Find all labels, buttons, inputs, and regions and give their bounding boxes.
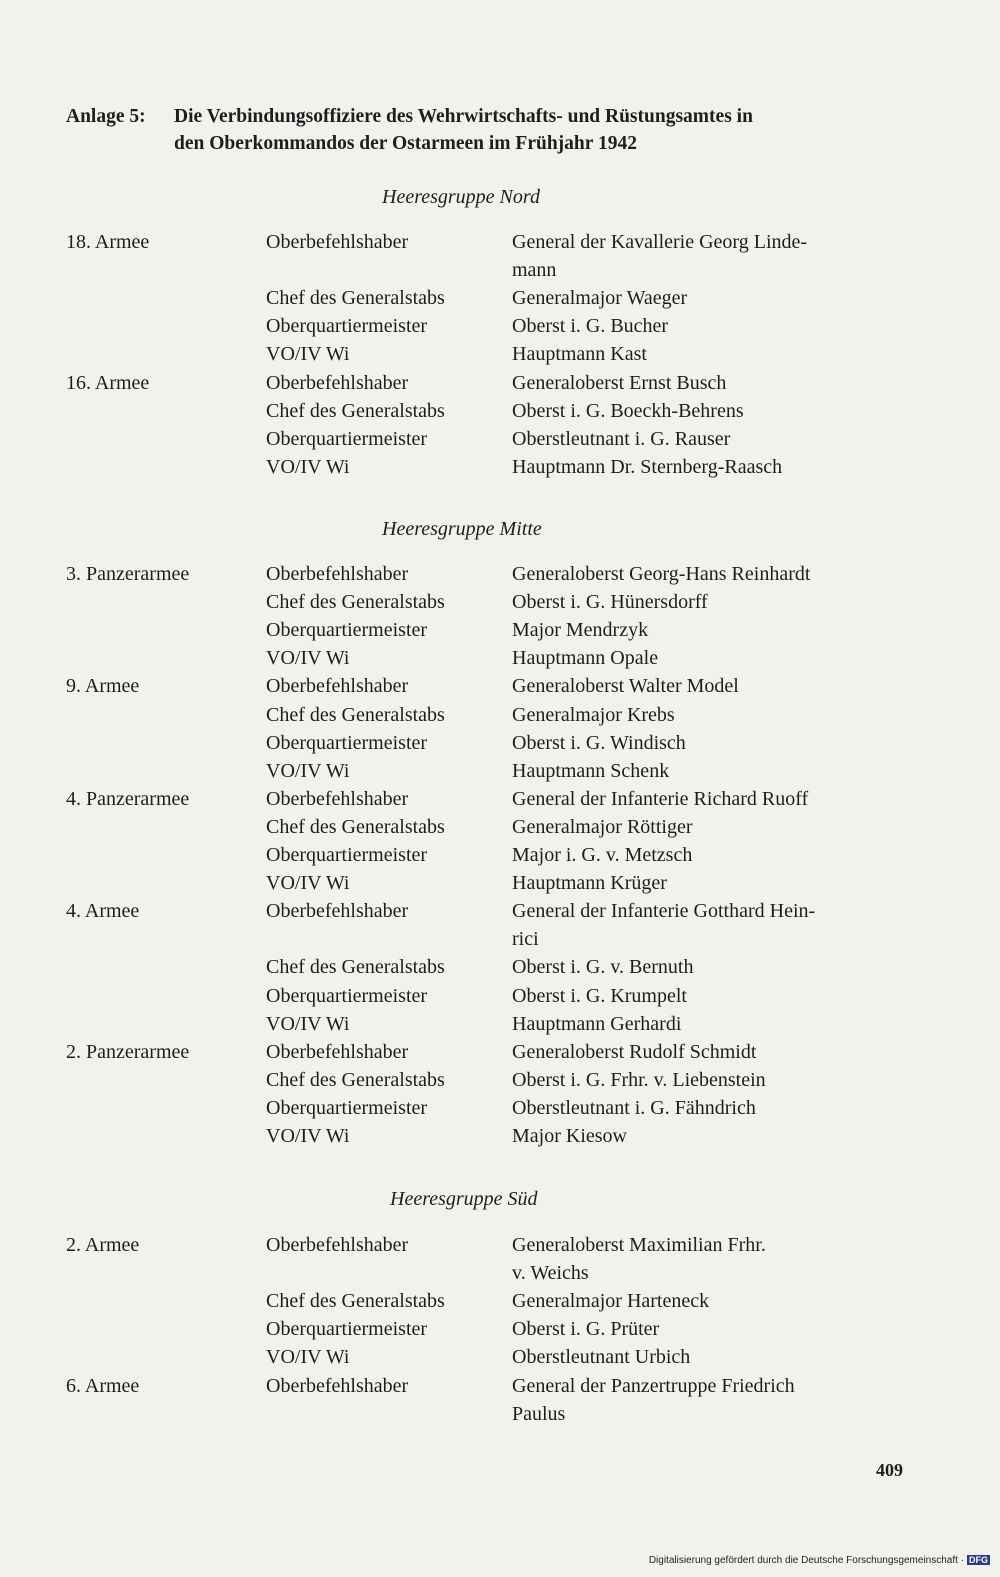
group-heading: Heeresgruppe Nord xyxy=(382,186,540,208)
officer-cell: Hauptmann Krüger xyxy=(512,872,667,895)
position-cell: Oberbefehlshaber xyxy=(266,1374,409,1397)
officer-cell: Oberstleutnant i. G. Rauser xyxy=(512,427,731,450)
army-cell: 6. Armee xyxy=(66,1374,140,1397)
table-row xyxy=(0,312,1000,340)
officer-cell: Oberst i. G. v. Bernuth xyxy=(512,956,694,979)
officer-cell: General der Kavallerie Georg Linde- xyxy=(512,231,808,253)
position-cell: Oberbefehlshaber xyxy=(266,1040,409,1063)
dfg-logo: DFG xyxy=(969,1555,988,1565)
table-row xyxy=(0,1038,1000,1066)
table-row xyxy=(0,729,1000,757)
table-row xyxy=(0,1010,1000,1038)
table-row xyxy=(0,1066,1000,1094)
officer-cell: Generalmajor Röttiger xyxy=(512,815,693,838)
officer-cell: Oberst i. G. Frhr. v. Liebenstein xyxy=(512,1068,766,1091)
position-cell: VO/IV Wi xyxy=(266,647,350,670)
position-cell: VO/IV Wi xyxy=(266,872,350,895)
position-cell: Chef des Generalstabs xyxy=(266,591,445,614)
officer-cell: General der Infanterie Richard Ruoff xyxy=(512,787,809,810)
officer-cell: mann xyxy=(512,259,557,282)
position-cell: Oberquartiermeister xyxy=(266,984,428,1007)
table-row xyxy=(0,672,1000,700)
officer-cell: Oberst i. G. Boeckh-Behrens xyxy=(512,399,744,422)
table-row xyxy=(0,1372,1000,1400)
position-cell: VO/IV Wi xyxy=(266,759,350,782)
officer-cell: Generaloberst Ernst Busch xyxy=(512,371,727,394)
officer-cell: Generalmajor Krebs xyxy=(512,703,675,726)
position-cell: Chef des Generalstabs xyxy=(266,815,445,838)
position-cell: Chef des Generalstabs xyxy=(266,956,445,979)
table-row xyxy=(0,228,1000,256)
table-row xyxy=(0,813,1000,841)
officer-cell: Oberst i. G. Windisch xyxy=(512,731,686,754)
table-row xyxy=(0,284,1000,312)
officer-cell: Paulus xyxy=(512,1402,566,1425)
title-line-2: den Oberkommandos der Ostarmeen im Frühjahr 1942 xyxy=(174,133,637,154)
table-row xyxy=(0,785,1000,813)
appendix-title-text xyxy=(174,103,914,157)
officer-cell: Hauptmann Opale xyxy=(512,647,659,670)
table-row xyxy=(0,841,1000,869)
officer-cell: Oberstleutnant Urbich xyxy=(512,1346,691,1369)
position-cell: VO/IV Wi xyxy=(266,455,350,478)
table-row xyxy=(0,1094,1000,1122)
position-cell: Chef des Generalstabs xyxy=(266,399,445,422)
table-row xyxy=(0,982,1000,1010)
position-cell: VO/IV Wi xyxy=(266,343,350,366)
position-cell: Oberquartiermeister xyxy=(266,315,428,338)
table-row xyxy=(0,1400,1000,1428)
position-cell: VO/IV Wi xyxy=(266,1346,350,1369)
page-number: 409 xyxy=(876,1460,903,1480)
officer-cell: Hauptmann Dr. Sternberg-Raasch xyxy=(512,455,783,478)
table-row xyxy=(0,1287,1000,1315)
officer-cell: Oberst i. G. Prüter xyxy=(512,1318,660,1341)
table-row xyxy=(0,1259,1000,1287)
position-cell: Oberquartiermeister xyxy=(266,1318,428,1341)
digitization-footer xyxy=(649,1555,990,1566)
position-cell: Oberbefehlshaber xyxy=(266,1234,409,1256)
army-cell: 18. Armee xyxy=(66,231,150,253)
table-row xyxy=(0,588,1000,616)
officer-cell: General der Panzertruppe Friedrich xyxy=(512,1374,795,1397)
table-row xyxy=(0,256,1000,284)
army-cell: 9. Armee xyxy=(66,675,140,698)
officer-cell: Generaloberst Georg-Hans Reinhardt xyxy=(512,563,811,585)
officer-cell: Major Kiesow xyxy=(512,1125,627,1147)
group-heading: Heeresgruppe Mitte xyxy=(382,518,542,540)
table-row xyxy=(0,701,1000,729)
position-cell: Oberbefehlshaber xyxy=(266,787,409,810)
position-cell: VO/IV Wi xyxy=(266,1125,350,1147)
position-cell: VO/IV Wi xyxy=(266,1012,350,1035)
position-cell: Oberquartiermeister xyxy=(266,844,428,866)
table-row xyxy=(0,757,1000,785)
officer-cell: Oberst i. G. Bucher xyxy=(512,315,669,338)
position-cell: Oberbefehlshaber xyxy=(266,900,409,923)
footer-text: Digitalisierung gefördert durch die Deutsche Forschungsgemeinschaft · xyxy=(648,1555,964,1566)
position-cell: Oberbefehlshaber xyxy=(266,675,409,698)
table-row xyxy=(0,453,1000,481)
officer-cell: Hauptmann Gerhardi xyxy=(512,1012,682,1035)
appendix-label: Anlage 5: xyxy=(66,106,146,127)
table-row xyxy=(0,560,1000,588)
officer-cell: Generaloberst Maximilian Frhr. xyxy=(512,1234,766,1256)
officer-cell: Hauptmann Kast xyxy=(512,343,647,366)
position-cell: Oberbefehlshaber xyxy=(266,371,409,394)
table-row xyxy=(0,616,1000,644)
officer-cell: rici xyxy=(512,928,539,951)
officer-cell: v. Weichs xyxy=(512,1262,589,1285)
table-row xyxy=(0,1231,1000,1259)
position-cell: Oberbefehlshaber xyxy=(266,231,409,253)
officer-cell: Generalmajor Waeger xyxy=(512,287,688,310)
officer-cell: Hauptmann Schenk xyxy=(512,759,670,782)
table-row xyxy=(0,1343,1000,1371)
officer-cell: General der Infanterie Gotthard Hein- xyxy=(512,900,816,923)
position-cell: Oberbefehlshaber xyxy=(266,563,409,585)
position-cell: Oberquartiermeister xyxy=(266,619,428,642)
officer-cell: Oberstleutnant i. G. Fähndrich xyxy=(512,1096,756,1119)
officer-cell: Generalmajor Harteneck xyxy=(512,1290,710,1313)
officer-cell: Oberst i. G. Hünersdorff xyxy=(512,591,708,614)
table-row xyxy=(0,425,1000,453)
position-cell: Chef des Generalstabs xyxy=(266,287,445,310)
title-line-1: Die Verbindungsoffiziere des Wehrwirtschafts- und Rüstungsamtes in xyxy=(174,106,753,127)
army-cell: 16. Armee xyxy=(66,371,150,394)
officer-cell: Generaloberst Rudolf Schmidt xyxy=(512,1040,757,1063)
army-cell: 2. Panzerarmee xyxy=(66,1040,190,1063)
army-cell: 4. Armee xyxy=(66,900,140,923)
officer-cell: Major Mendrzyk xyxy=(512,619,649,642)
position-cell: Oberquartiermeister xyxy=(266,427,428,450)
officer-cell: Generaloberst Walter Model xyxy=(512,675,739,698)
position-cell: Chef des Generalstabs xyxy=(266,703,445,726)
table-row xyxy=(0,644,1000,672)
table-row xyxy=(0,1315,1000,1343)
table-row xyxy=(0,1122,1000,1150)
position-cell: Chef des Generalstabs xyxy=(266,1290,445,1313)
position-cell: Oberquartiermeister xyxy=(266,731,428,754)
table-row xyxy=(0,340,1000,368)
group-heading: Heeresgruppe Süd xyxy=(390,1188,538,1210)
table-row xyxy=(0,953,1000,981)
table-row xyxy=(0,897,1000,925)
officer-cell: Oberst i. G. Krumpelt xyxy=(512,984,687,1007)
table-row xyxy=(0,369,1000,397)
table-row xyxy=(0,925,1000,953)
table-row xyxy=(0,397,1000,425)
army-cell: 4. Panzerarmee xyxy=(66,787,190,810)
army-cell: 3. Panzerarmee xyxy=(66,563,190,585)
table-row xyxy=(0,869,1000,897)
army-cell: 2. Armee xyxy=(66,1234,140,1256)
officer-cell: Major i. G. v. Metzsch xyxy=(512,844,693,866)
position-cell: Oberquartiermeister xyxy=(266,1096,428,1119)
position-cell: Chef des Generalstabs xyxy=(266,1068,445,1091)
